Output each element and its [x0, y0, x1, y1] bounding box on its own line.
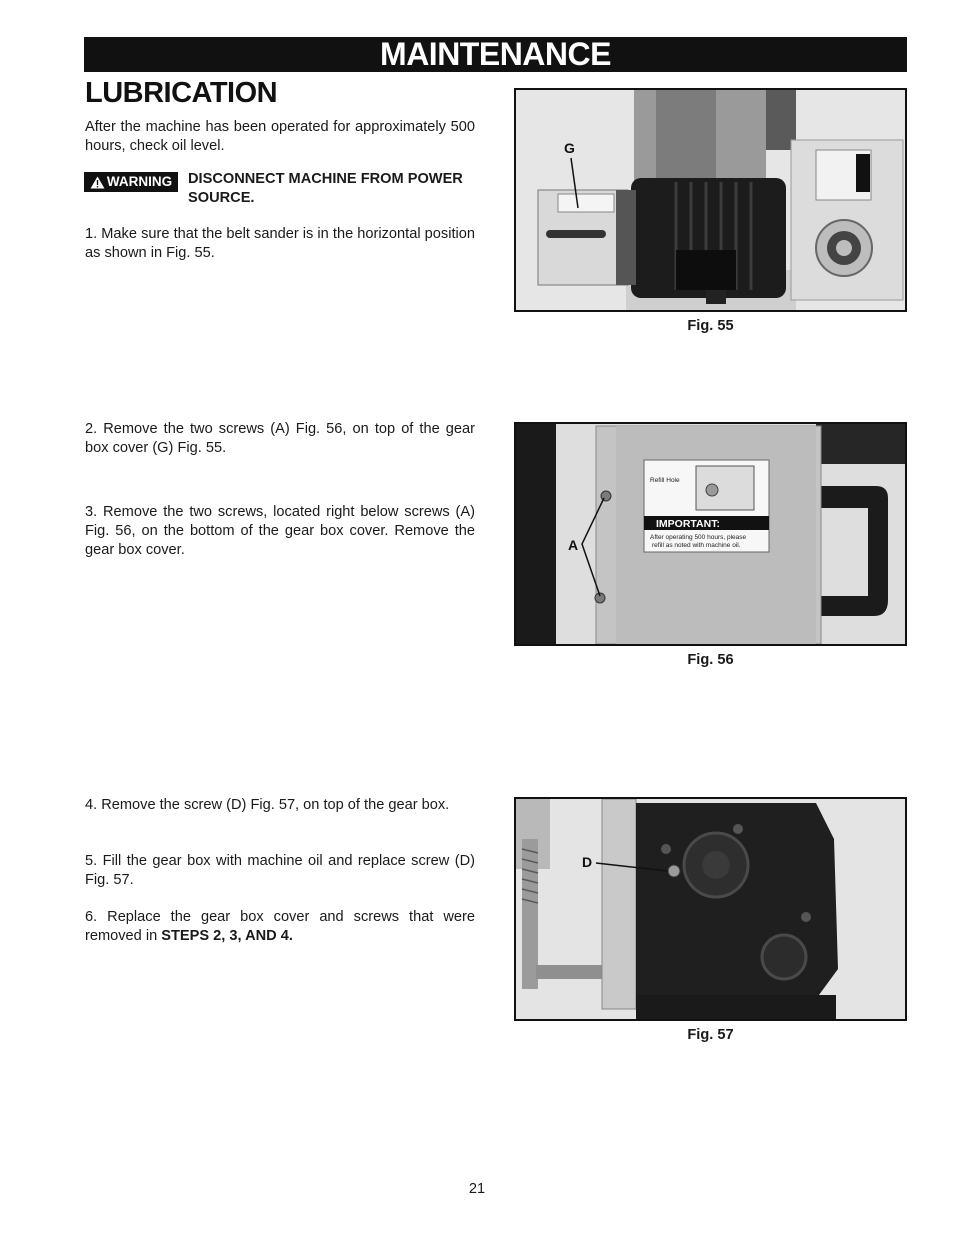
figure-56-caption: Fig. 56 — [687, 652, 734, 668]
warning-badge-label: WARNING — [106, 174, 173, 189]
figure-56-photo — [514, 422, 907, 646]
warning-text: DISCONNECT MACHINE FROM POWER SOURCE. — [188, 171, 463, 206]
section-banner: MAINTENANCE — [84, 37, 907, 72]
step-4: 4. Remove the screw (D) Fig. 57, on top of the gear box. — [85, 797, 450, 813]
section-title: LUBRICATION — [85, 77, 278, 109]
figure-55-caption: Fig. 55 — [687, 318, 734, 334]
step-1: 1. Make sure that the belt sander is in the horizontal position as shown in Fig. 55. — [85, 226, 475, 261]
figure-57-photo — [514, 797, 907, 1021]
label-line-1: After operating 500 hours, please — [650, 534, 747, 541]
step-6-text: 6. Replace the gear box cover and screws that were removed in — [85, 909, 475, 944]
intro-paragraph: After the machine has been operated for approximately 500 hours, check oil level. — [85, 119, 475, 154]
figure-57-caption: Fig. 57 — [687, 1027, 734, 1043]
warning-triangle-icon — [90, 176, 105, 189]
callout-g: G — [564, 140, 575, 156]
step-3: 3. Remove the two screws, located right below screws (A) Fig. 56, on the bottom of the gear box cover. Remove the gear box cover. — [85, 504, 475, 558]
callout-d: D — [582, 854, 593, 870]
figure-55-photo — [514, 88, 907, 312]
step-6 — [85, 908, 475, 946]
step-2: 2. Remove the two screws (A) Fig. 56, on top of the gear box cover (G) Fig. 55. — [85, 421, 475, 456]
label-important: IMPORTANT: — [656, 518, 720, 530]
label-refill-hole: Refill Hole — [650, 477, 680, 484]
label-line-2: refill as noted with machine oil. — [652, 542, 741, 549]
callout-a: A — [568, 537, 579, 553]
step-5: 5. Fill the gear box with machine oil and replace screw (D) Fig. 57. — [85, 853, 475, 888]
warning-badge — [84, 172, 178, 192]
step-6-bold: STEPS 2, 3, AND 4. — [161, 928, 293, 944]
page-number: 21 — [468, 1181, 486, 1197]
